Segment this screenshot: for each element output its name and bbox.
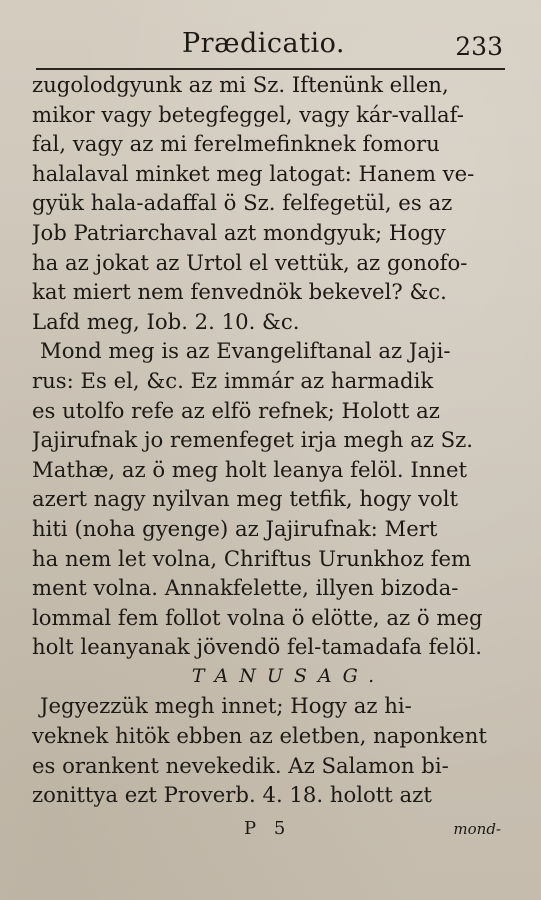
running-title: Prædicatio.	[182, 28, 345, 59]
text-line: es orankent nevekedik. Az Salamon bi-	[32, 752, 449, 778]
page-footer	[32, 818, 501, 846]
text-line: kat miert nem fenvednök bekevel? &c.	[32, 279, 447, 305]
text-line: es utolfo refe az elfö refnek; Holott az	[32, 397, 440, 423]
text-line: ment volna. Annakfelette, illyen bizoda-	[32, 575, 459, 601]
text-line: Jajirufnak jo remenfeget irja megh az Sz.	[32, 427, 474, 453]
text-line: mikor vagy betegfeggel, vagy kár-vallaf-	[32, 101, 464, 127]
text-line: Mond meg is az Evangeliftanal az Jaji-	[40, 338, 451, 364]
section-heading: TANUSAG.	[191, 664, 386, 687]
signature-mark: P 5	[244, 818, 292, 839]
text-line: fal, vagy az mi ferelmefinknek fomoru	[32, 131, 440, 157]
text-line: gyük hala-adaffal ö Sz. felfegetül, es az	[32, 190, 453, 216]
text-line: holt leanyanak jövendö fel-tamadafa felöl.	[32, 634, 483, 660]
text-line: zugolodgyunk az mi Sz. Iftenünk ellen,	[32, 72, 449, 97]
text-line: Mathæ, az ö meg holt leanya felöl. Innet	[32, 456, 468, 482]
text-line: azert nagy nyilvan meg tetfik, hogy volt	[32, 486, 459, 512]
text-line: Lafd meg, Iob. 2. 10. &c.	[32, 308, 300, 334]
page-number: 233	[455, 32, 503, 61]
text-line: rus: Es el, &c. Ez immár az harmadik	[32, 367, 434, 393]
text-line: veknek hitök ebben az eletben, naponkent	[32, 723, 487, 749]
text-line: zonittya ezt Proverb. 4. 18. holott azt	[32, 782, 432, 808]
text-line: hiti (noha gyenge) az Jajirufnak: Mert	[32, 515, 438, 541]
text-line: ha nem let volna, Chriftus Urunkhoz fem	[32, 545, 472, 571]
page-header	[30, 22, 503, 68]
catchword: mond-	[453, 820, 501, 838]
body-text	[32, 70, 505, 810]
text-line: Jegyezzük megh innet; Hogy az hi-	[40, 693, 412, 719]
text-line: halalaval minket meg latogat: Hanem ve-	[32, 160, 475, 186]
text-line: Job Patriarchaval azt mondgyuk; Hogy	[32, 219, 446, 245]
text-line: lommal fem follot volna ö elötte, az ö meg	[32, 604, 483, 630]
text-line: ha az jokat az Urtol el vettük, az gonofo-	[32, 249, 468, 275]
